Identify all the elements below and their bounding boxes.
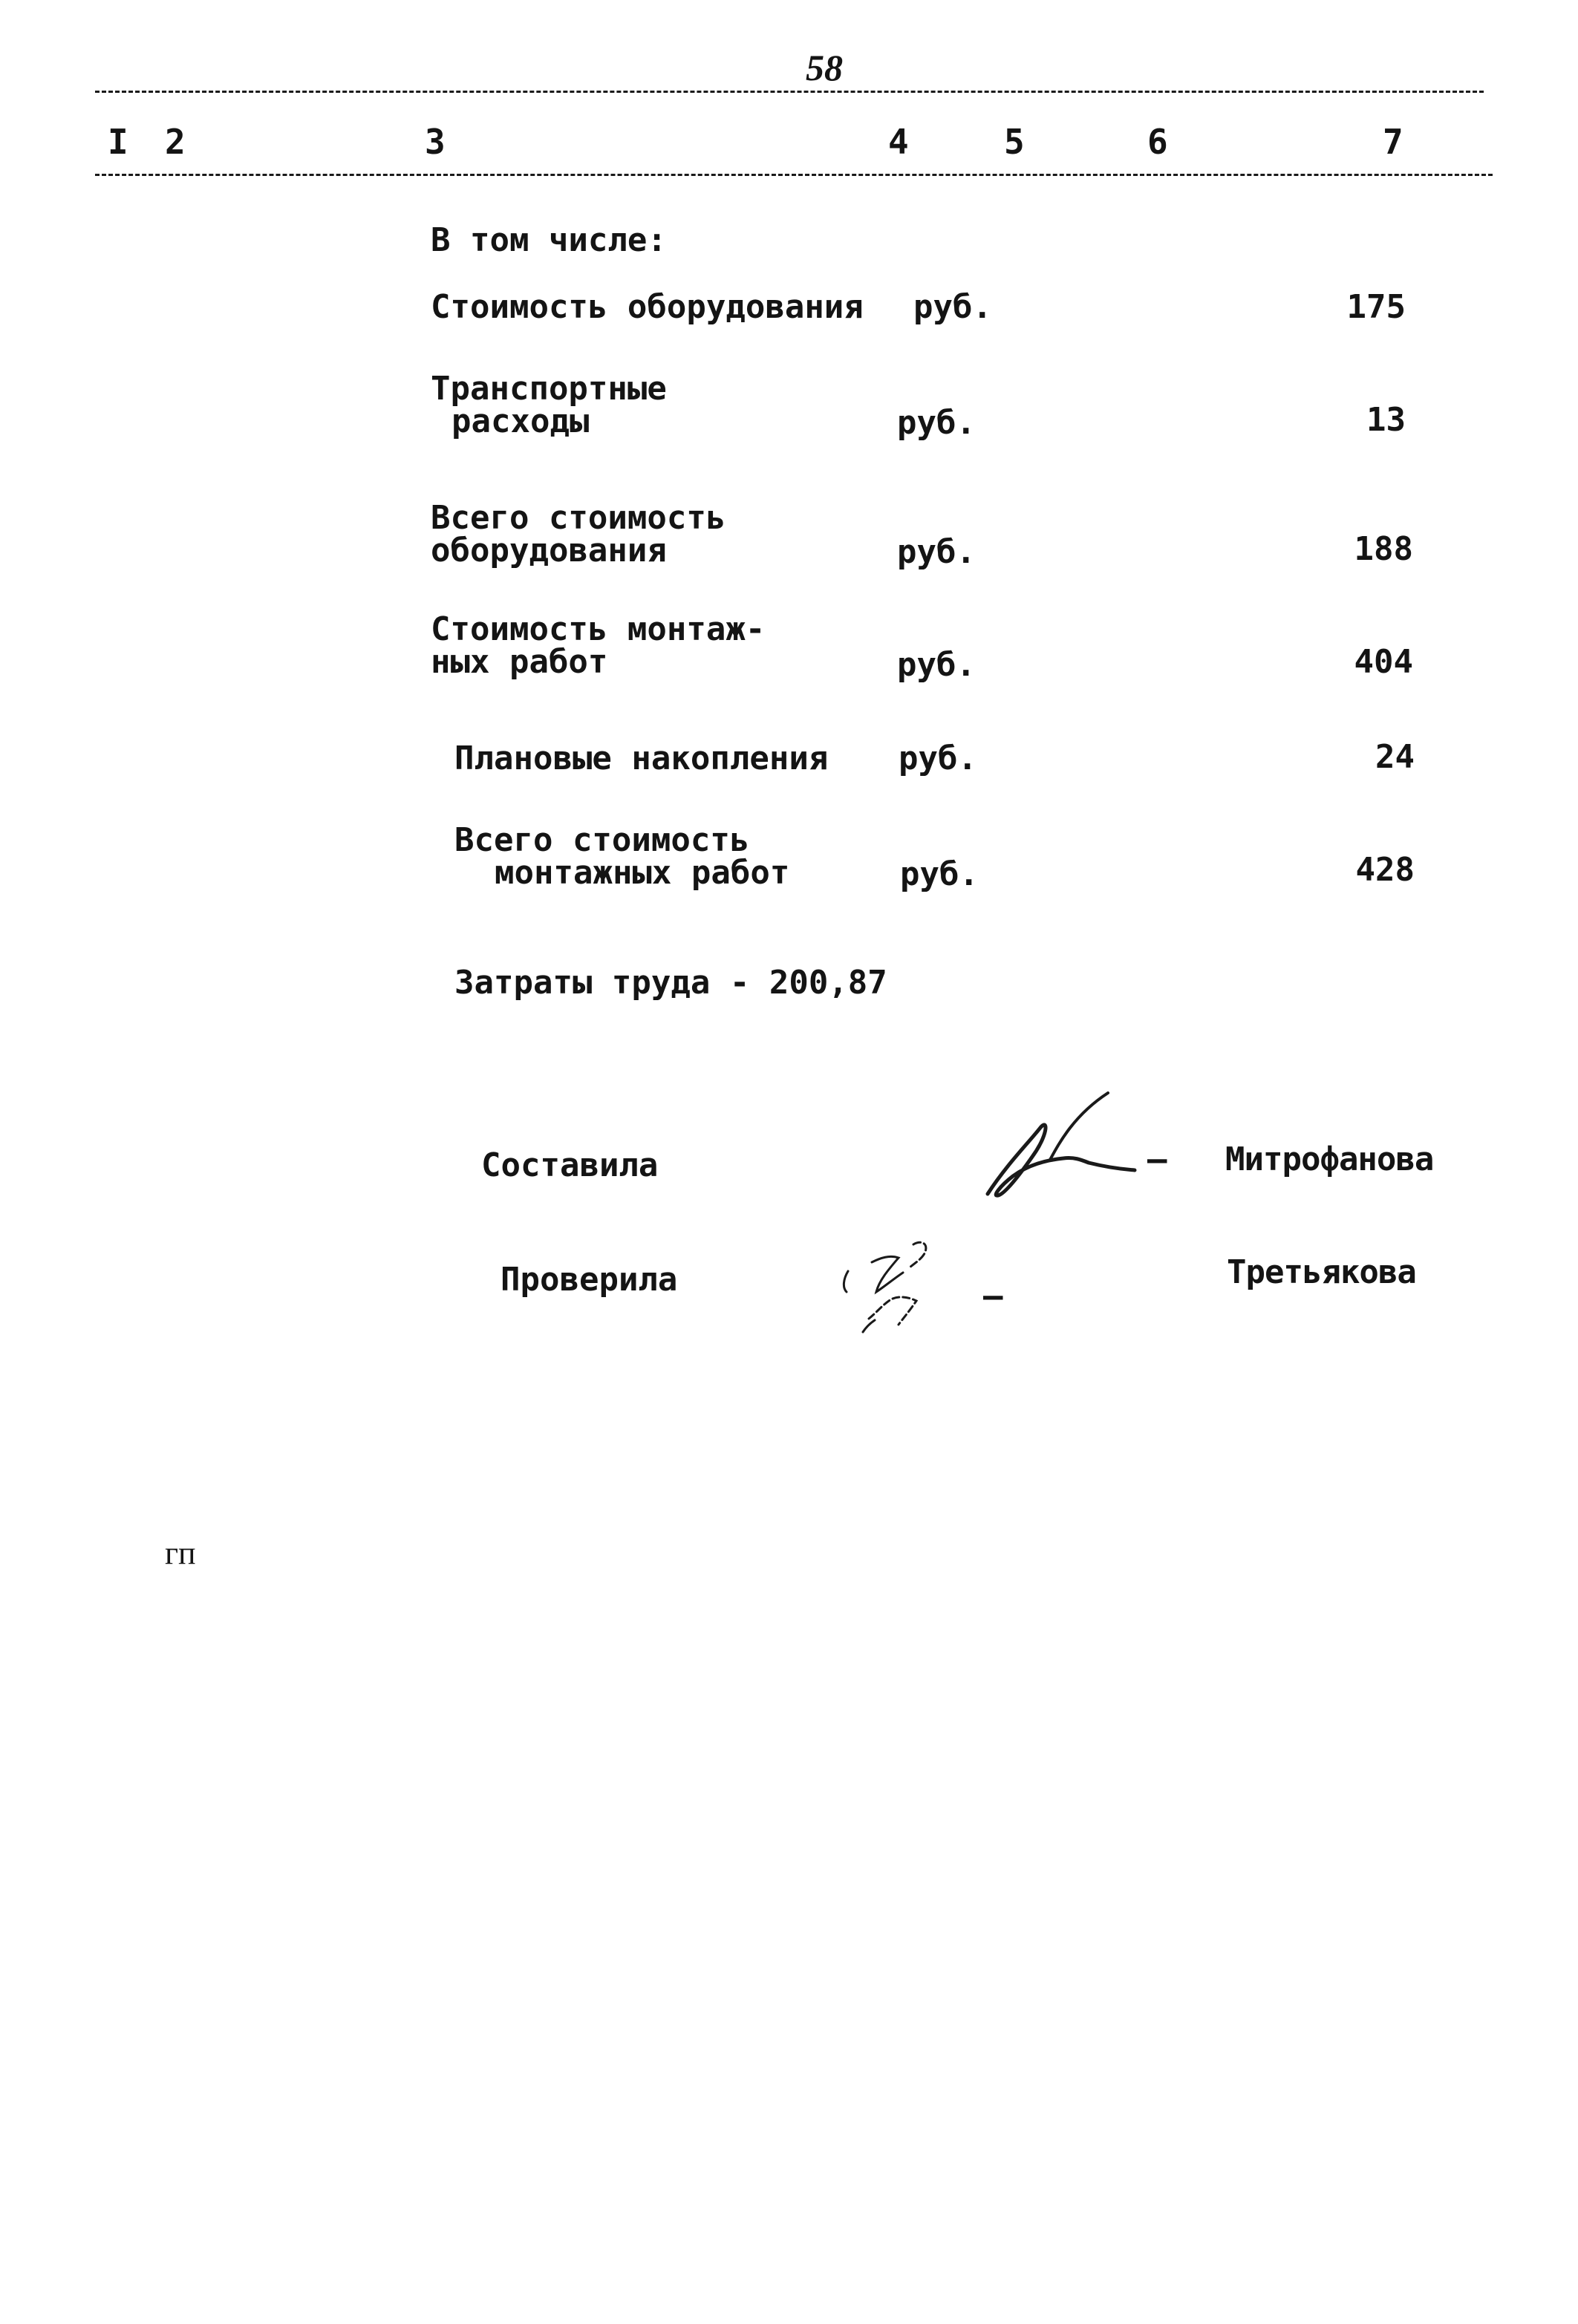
row-unit-transport: руб. — [897, 404, 976, 442]
row-unit-installation: руб. — [897, 646, 976, 684]
row-label-total-installation-line2: монтажных работ — [495, 854, 790, 892]
column-header-2: 2 — [165, 122, 186, 162]
compiled-dash: – — [1147, 1140, 1167, 1178]
row-label-transport-line2: расходы — [451, 402, 590, 440]
row-label-total-equipment-line2: оборудования — [431, 532, 667, 569]
row-label-installation-line2: ных работ — [431, 643, 608, 681]
row-unit-total-installation: руб. — [900, 855, 979, 893]
column-header-3: 3 — [425, 122, 446, 162]
row-label-installation-line1: Стоимость монтаж- — [431, 610, 766, 648]
column-header-7: 7 — [1383, 122, 1403, 162]
row-label-transport-line1: Транспортные — [431, 370, 667, 408]
row-value-total-installation: 428 — [1355, 851, 1415, 889]
compiled-by-name: Митрофанова — [1225, 1140, 1434, 1178]
row-value-equipment-cost: 175 — [1346, 288, 1406, 326]
column-header-1: I — [108, 122, 128, 162]
checked-dash: – — [983, 1277, 1003, 1315]
labor-costs: Затраты труда - 200,87 — [454, 964, 887, 1002]
column-header-5: 5 — [1004, 122, 1025, 162]
page-number: 58 — [806, 47, 843, 88]
row-value-planned-savings: 24 — [1375, 738, 1415, 776]
top-rule — [95, 91, 1484, 93]
row-label-planned-savings: Плановые накопления — [454, 740, 829, 777]
signature-checked — [830, 1233, 994, 1344]
row-value-total-equipment: 188 — [1354, 530, 1413, 568]
row-label-in-that-number: В том числе: — [431, 221, 667, 259]
row-unit-planned-savings: руб. — [899, 740, 977, 777]
row-value-transport: 13 — [1366, 401, 1406, 439]
row-label-equipment-cost: Стоимость оборудования — [431, 288, 864, 326]
row-label-total-equipment-line1: Всего стоимость — [431, 499, 726, 537]
row-unit-total-equipment: руб. — [897, 533, 976, 571]
checked-by-name: Третьякова — [1227, 1253, 1416, 1291]
row-unit-equipment-cost: руб. — [913, 288, 992, 326]
row-label-total-installation-line1: Всего стоимость — [454, 821, 750, 859]
checked-by-label: Проверила — [501, 1261, 678, 1299]
column-header-4: 4 — [888, 122, 909, 162]
footer-code: гп — [165, 1535, 196, 1571]
header-rule — [95, 174, 1493, 176]
row-value-installation: 404 — [1354, 643, 1413, 681]
compiled-by-label: Составила — [481, 1146, 659, 1184]
column-header-6: 6 — [1147, 122, 1168, 162]
